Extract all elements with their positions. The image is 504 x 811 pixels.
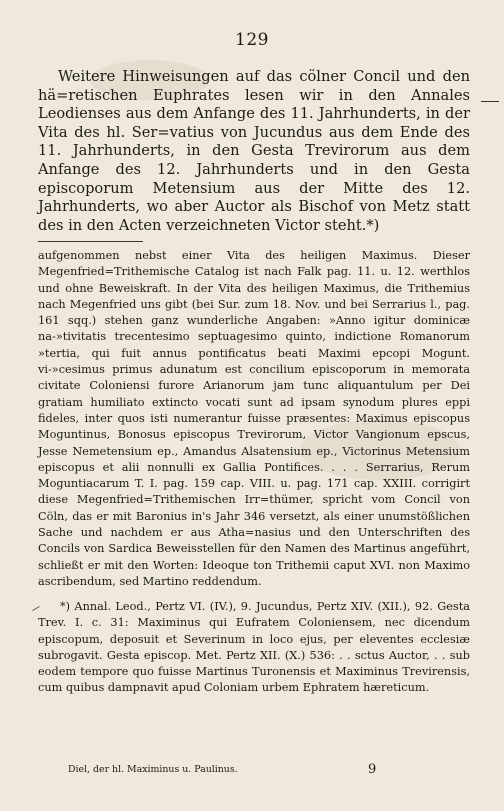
continued-note — [38, 248, 470, 590]
margin-mark — [481, 101, 499, 102]
continued-note-text: aufgenommen nebst einer Vita des heiligen Maximus. Dieser Megenfried=Trithemische Catalog ist nach Falk pag. 11. u. 12. werthlos und ohne Beweiskraft. In der Vita des heiligen Maximus, die Trithemius nach Megenfried uns gibt (bei Sur. zum 18. Nov. und bei Serrarius l., pag. 161 sqq.) stehen ganz wunderliche Angaben: »Anno igitur dominicæ na-»tivitatis trecentesimo septuagesimo quinto, indictione Romanorum »tertia, qui fuit annus pontificatus beati Maximi epcopi Mogunt. vi-»cesimus primus adunatum est concilium episcoporum in memorata civitate Coloniensi furore Arianorum jam tunc aliquantulum per Dei gratiam humiliato extincto vocati sunt ad ipsam synodum plures eppi fideles, inter quos isti numerantur fuisse præsentes: Maximus episcopus Moguntinus, Bonosus episcopus Trevirorum, Victor Vangionum epscus, Jesse Nemetensium ep., Amandus Alsatensium ep., Victorinus Metensium episcopus et alii nonnulli ex Gallia Pontifices. . . . Serrarius, Rerum Moguntiacarum T. I. pag. 159 cap. VIII. u. pag. 171 cap. XXIII. corrigirt diese Megenfried=Trithemischen Irr=thümer, spricht vom Concil von Cöln, das er mit Baronius in's Jahr 346 versetzt, als einer unumstößlichen Sache und nachdem er aus Atha=nasius und den Unterschriften des Concils von Sardica Beweisstellen für den Namen des Martinus angeführt, schließt er mit den Worten: Ideoque ton Trithemii caput XVI. non Maximo ascribendum, sed Martino reddendum. — [38, 249, 470, 588]
footnote-text: *) Annal. Leod., Pertz VI. (IV.), 9. Jucundus, Pertz XIV. (XII.), 92. Gesta Trev. I. c. 31: Maximinus qui Eufratem Coloniensem, nec dicendum episcopum, deposuit et Severinum in loco ejus, per eleventes ecclesiæ subrogavit. Gesta episcop. Met. Pertz XII. (X.) 536: . . sctus Auctor, . . sub eodem tempore quo fuisse Martinus Turonensis et Maximinus Trevirensis, cum quibus dampnavit apud Coloniam urbem Ephratem hæreticum. — [38, 600, 470, 695]
note-separator — [38, 241, 143, 242]
footnote — [38, 599, 470, 697]
main-text: Weitere Hinweisungen auf das cölner Concil und den hä=retischen Euphrates lesen wir in den Annales Leodienses aus dem Anfange des 11. Jahrhunderts, in der Vita des hl. Ser=vatius von Jucundus aus dem Ende des 11. Jahrhunderts, in den Gesta Trevirorum aus dem Anfange des 12. Jahrhunderts und in den Gesta episcoporum Metensium aus der Mitte des 12. Jahrhunderts, wo aber Auctor als Bischof von Metz statt des in den Acten verzeichneten Victor steht.*) — [38, 68, 470, 234]
page-number: 129 — [235, 30, 269, 50]
signature-text: Diel, der hl. Maximinus u. Paulinus. — [68, 764, 238, 775]
signature-number: 9 — [368, 762, 377, 777]
main-paragraph — [38, 68, 470, 235]
